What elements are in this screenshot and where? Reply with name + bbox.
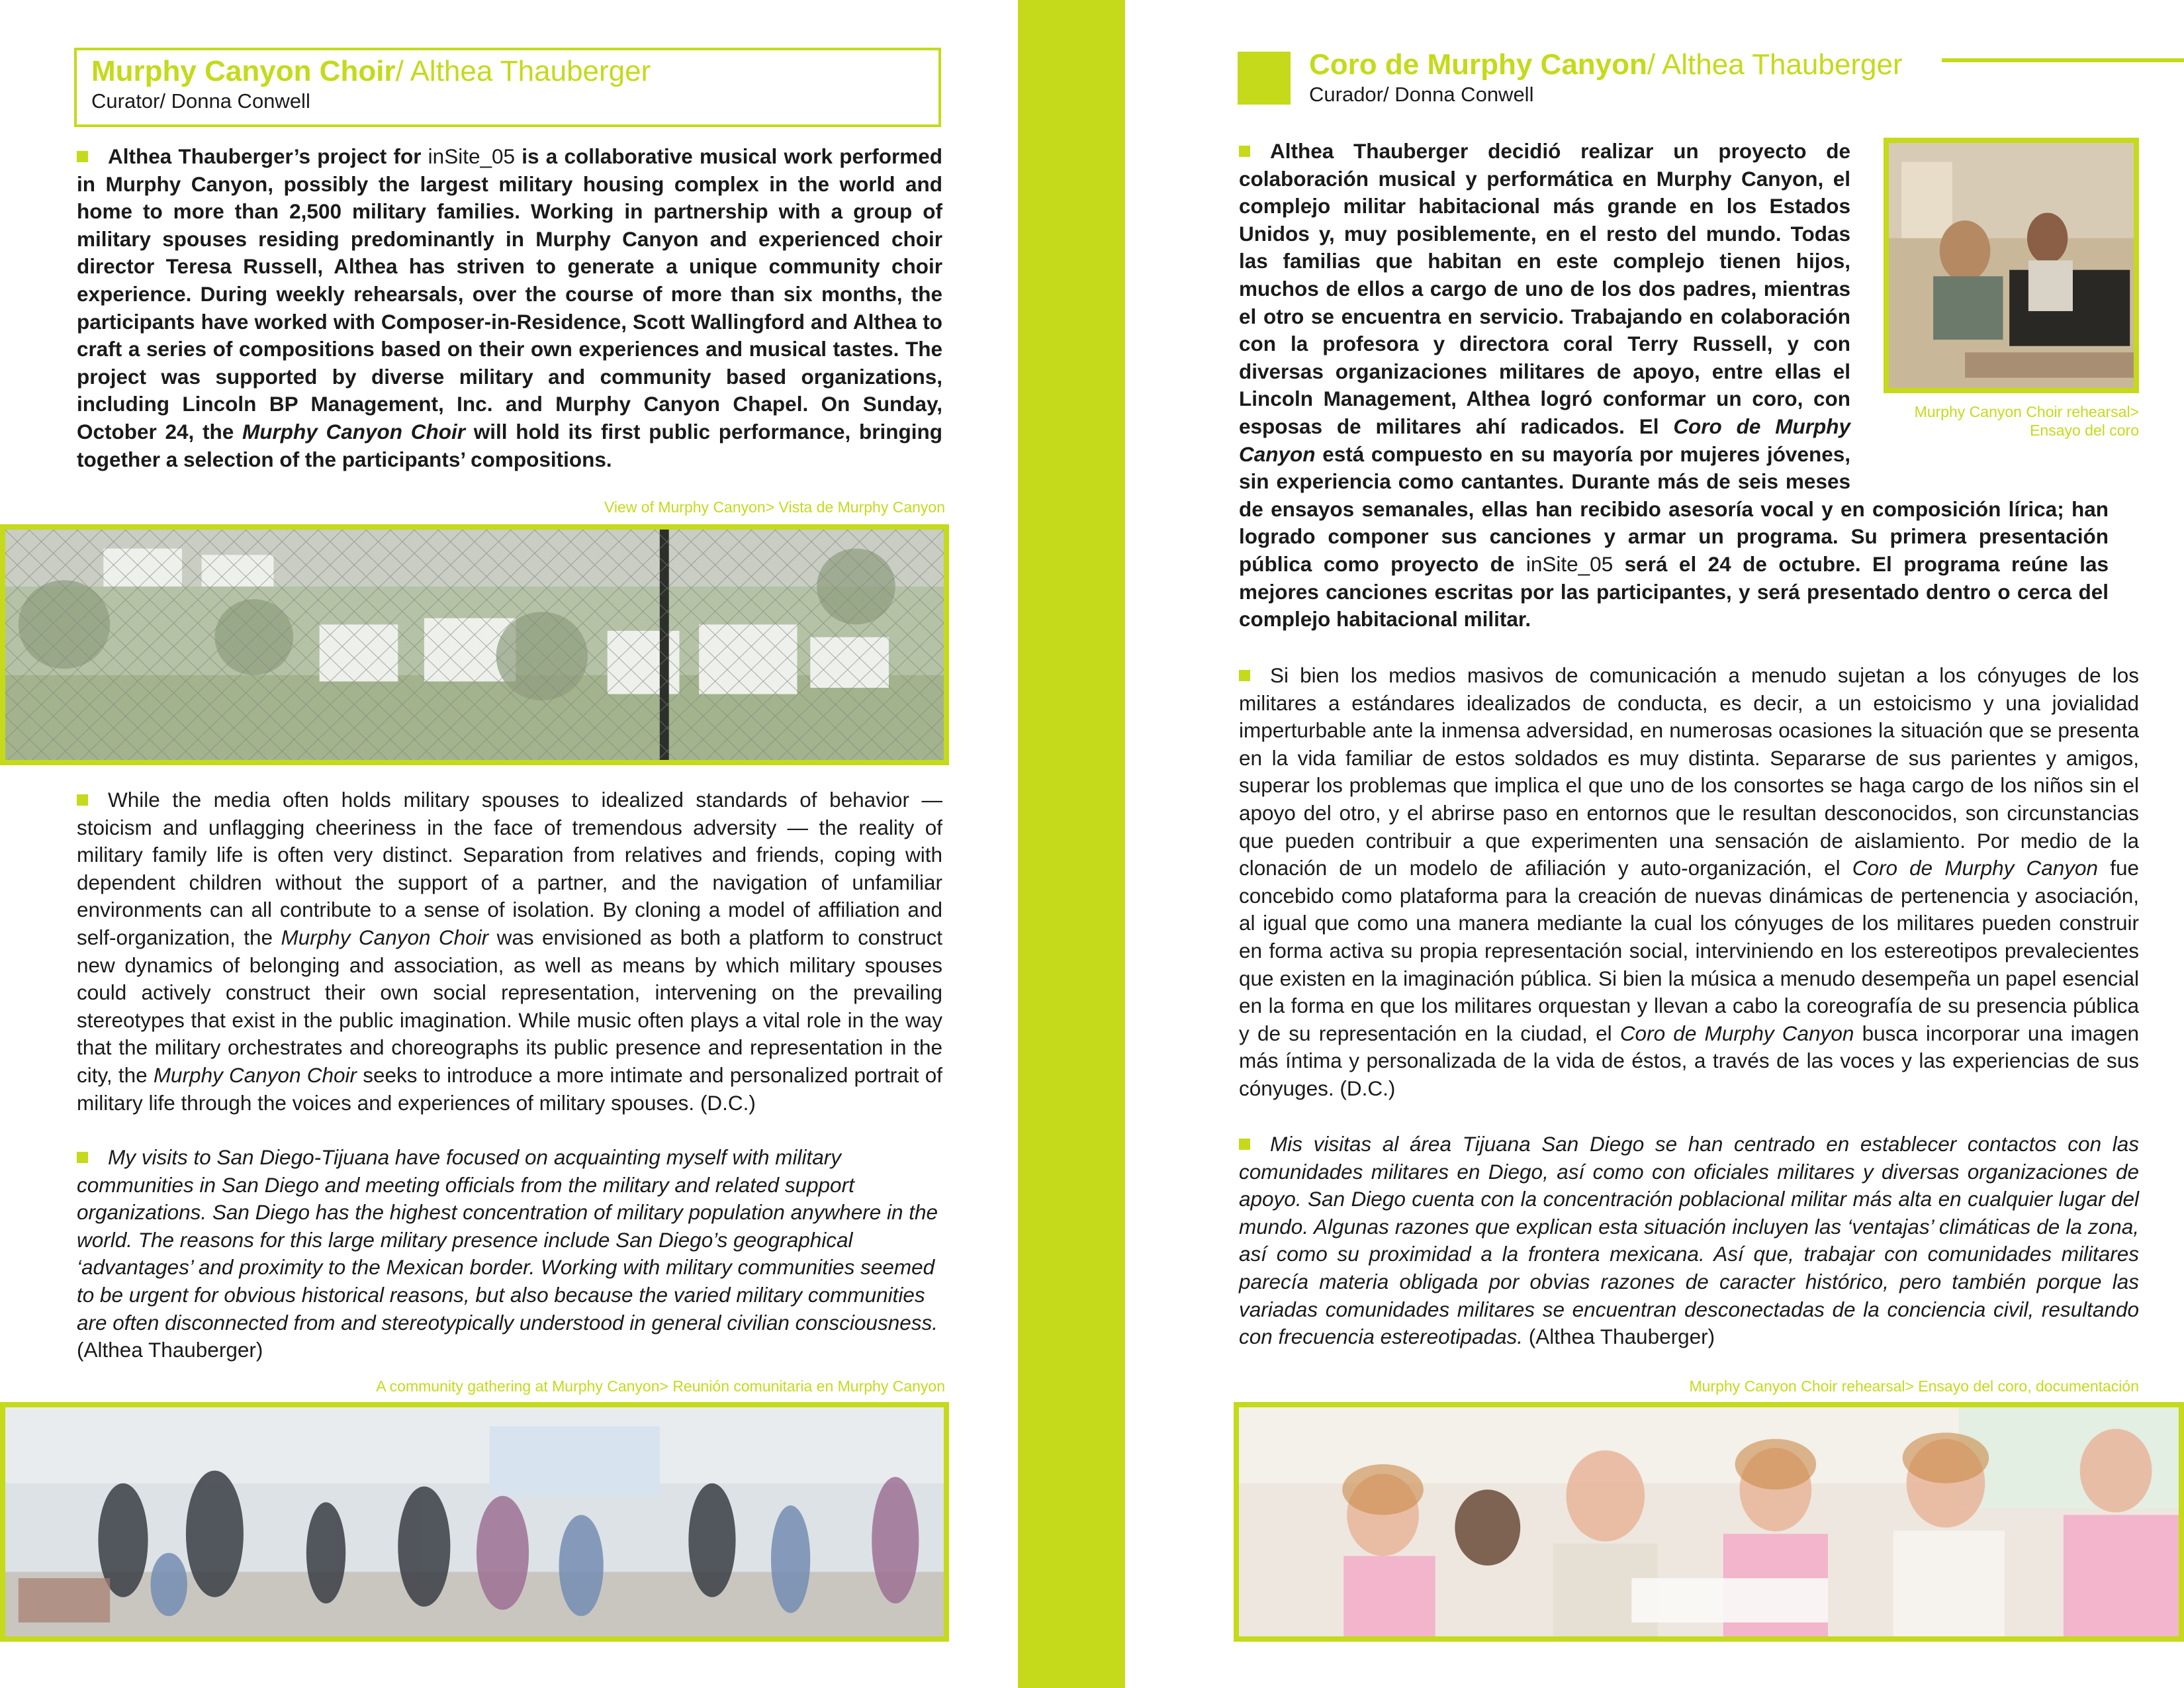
right-subtitle: Curador/ Donna Conwell xyxy=(1309,83,1534,106)
right-title xyxy=(1309,48,1944,82)
left-title-box xyxy=(74,48,941,127)
right-intro-text-3: será el 24 de octubre. El programa reúne las mejores canciones escritas por las participantes, y será presentado dentro o cerca del complejo habitacional militar. xyxy=(1239,551,2109,632)
right-para2-text-1: Si bien los medios masivos de comunicación a menudo sujetan a los cónyuges de los militares a estándares idealizados de conducta, es decir, a un estoicismo y una jovialidad imperturbable ante la inmensa adversidad, en numerosas ocasiones la situación que se presenta en la vida familiar de estos soldados es muy distinta. Separarse de sus parientes y amigos, superar los problemas que implica el que uno de los consortes se haga cargo de los niños sin el apoyo del otro, y el abrirse paso en entornos que le resultan desconocidos, son circunstancias que pueden contribuir a que experimenten una sensación de aislamiento. Por medio de la clonación de un modelo de afiliación y auto-organización, el xyxy=(1239,663,2139,880)
right-quote-italic: Mis visitas al área Tijuana San Diego se han centrado en establecer contactos con las comunidades militares en Diego, así como con oficiales militares y diversas organizaciones de apoyo. San Diego cuenta con la concentración poblacional militar más alta en cualquier lugar del mundo. Algunas razones que explican esta situación incluyen las ‘ventajas’ climáticas de la zona, así como su proximidad a la frontera mexicana. Así que, trabajar con comunidades militares parecía materia obligada por obvias razones de caracter histórico, pero también porque las variadas comunidades militares se encuentran desconectadas de la conciencia civil, resultando con frecuencia estereotipadas. xyxy=(1239,1132,2139,1349)
center-divider-bar xyxy=(1018,0,1125,1688)
right-title-square xyxy=(1238,52,1291,105)
right-intro-text-1: Althea Thauberger decidió realizar un proyecto de colaboración musical y performática en Murphy Canyon, el complejo militar habitacional más grande en los Estados Unidos y, muy posiblemente, en el resto del mundo. Todas las familias que habitan en este complejo tienen hijos, muchos de ellos a cargo de uno de los dos padres, mientras el otro se encuentra en servicio. Trabajando en colaboración con la profesora y directora coral Terry Russell, y con diversas organizaciones militares de apoyo, entre ellas el Lincoln Management, Althea logró conformar un coro, con esposas de militares ahí radicados. El xyxy=(1239,139,1850,438)
left-para2-italic-1: Murphy Canyon Choir xyxy=(281,925,489,949)
left-intro-text-3: will hold its first public performance, bringing together a selection of the participants’ compositions. xyxy=(77,419,943,471)
right-para2-italic-1: Coro de Murphy Canyon xyxy=(1852,856,2099,880)
left-title xyxy=(91,54,938,89)
right-title-rule xyxy=(1942,58,2184,62)
bullet-square-icon xyxy=(77,794,88,806)
right-intro-insite: inSite_05 xyxy=(1525,551,1614,576)
left-title-rest: / Althea Thauberger xyxy=(395,55,651,87)
right-para2-text-3: busca incorporar una imagen más íntima y personalizada de la vida de éstos, a través de las voces y las experiencias de sus cónyuges. (D.C.) xyxy=(1239,1021,2139,1100)
bullet-square-icon xyxy=(1239,146,1250,157)
left-caption-2: A community gathering at Murphy Canyon> Reunión comunitaria en Murphy Canyon xyxy=(376,1378,945,1395)
left-title-bold: Murphy Canyon Choir xyxy=(91,55,396,87)
bullet-square-icon xyxy=(1239,670,1250,681)
right-caption-bottom: Murphy Canyon Choir rehearsal> Ensayo del coro, documentación xyxy=(1689,1378,2139,1395)
left-para2-text-3: seeks to introduce a more intimate and personalized portrait of military life through the voices and experiences of military spouses. (D.C.) xyxy=(77,1062,942,1115)
right-quote-paragraph xyxy=(1239,1131,2139,1351)
photo-choir-rehearsal-documentation xyxy=(1234,1402,2184,1642)
bullet-square-icon xyxy=(77,151,88,162)
right-intro-paragraph xyxy=(1239,138,2109,633)
bullet-square-icon xyxy=(1239,1139,1250,1150)
right-quote-attribution: (Althea Thauberger) xyxy=(1523,1325,1715,1349)
left-para2-text-1: While the media often holds military spouses to idealized standards of behavior — stoicism and unflagging cheeriness in the face of tremendous adversity — the reality of military family life is often very distinct. Separation from relatives and friends, coping with dependent children without the support of a partner, and the navigation of unfamiliar environments can all contribute to a sense of isolation. By cloning a model of affiliation and self-organization, the xyxy=(77,788,942,949)
left-para2-italic-2: Murphy Canyon Choir xyxy=(153,1062,357,1087)
right-title-bold: Coro de Murphy Canyon xyxy=(1309,48,1647,81)
left-intro-italic: Murphy Canyon Choir xyxy=(242,419,466,444)
right-para2-italic-2: Coro de Murphy Canyon xyxy=(1619,1021,1854,1045)
right-title-block xyxy=(1309,48,1944,107)
left-caption-1: View of Murphy Canyon> Vista de Murphy Canyon xyxy=(604,498,945,516)
left-quote-italic: My visits to San Diego-Tijuana have focused on acquainting myself with military communities in San Diego and meeting officials from the military and related support organizations. San Diego has the highest concentration of military population anywhere in the world. The reasons for this large military presence include San Diego’s geographical ‘advantages’ and proximity to the Mexican border. Working with military communities seemed to be urgent for obvious historical reasons, but also because the varied military communities are often disconnected from and stereotypically understood in general civilian consciousness. xyxy=(77,1145,938,1335)
right-title-rest: / Althea Thauberger xyxy=(1647,48,1903,81)
right-photo-caption-line-1: Murphy Canyon Choir rehearsal> xyxy=(1914,403,2139,420)
right-photo-caption-line-2: Ensayo del coro xyxy=(2030,422,2139,439)
float-spacer xyxy=(1850,138,2109,469)
left-intro-paragraph xyxy=(77,143,942,473)
bullet-square-icon xyxy=(77,1152,88,1163)
left-subtitle: Curator/ Donna Conwell xyxy=(91,89,310,113)
left-intro-text-1: Althea Thauberger’s project for xyxy=(108,144,428,168)
left-paragraph-2 xyxy=(77,786,942,1117)
left-quote-paragraph xyxy=(77,1144,942,1364)
right-paragraph-2 xyxy=(1239,662,2139,1103)
left-intro-insite: inSite_05 xyxy=(428,144,516,168)
right-para2-text-2: fue concebido como plataforma para la creación de nuevas dinámicas de pertenencia y asociación, al igual que como una manera mediante la cual los cónyuges de los militares pueden construir en forma activa su propia representación social, interviniendo en los estereotipos prevalecientes que existen en la imaginación pública. Si bien la música a menudo desempeña un papel esencial en la forma en que los militares orquestan y llevan a cabo la coreografía de su presencia pública y de su representación en la ciudad, el xyxy=(1239,856,2139,1045)
right-intro-text-2: está compuesto en su mayoría por mujeres jóvenes, sin experiencia como cantantes. Durante más de seis meses de ensayos semanales, ellas han recibido asesoría vocal y en composición lírica; han logrado componer sus canciones y armar un programa. Su primera presentación pública como proyecto de xyxy=(1239,442,2109,576)
left-intro-text-2: is a collaborative musical work performed in Murphy Canyon, possibly the largest military housing complex in the world and home to more than 2,500 military families. Working in partnership with a group of military spouses residing predominantly in Murphy Canyon and experienced choir director Teresa Russell, Althea has striven to generate a unique community choir experience. During weekly rehearsals, over the course of more than six months, the participants have worked with Composer-in-Residence, Scott Wallingford and Althea to craft a series of compositions based on their own experiences and musical tastes. The project was supported by diverse military and community based organizations, including Lincoln BP Management, Inc. and Murphy Canyon Chapel. On Sunday, October 24, the xyxy=(77,144,942,444)
left-para2-text-2: was envisioned as both a platform to construct new dynamics of belonging and association, as well as means by which military spouses could actively construct their own social representation, intervening on the prevailing stereotypes that exist in the public imagination. While music often plays a vital role in the way that the military orchestrates and choreographs its public presence and representation in the city, the xyxy=(77,925,942,1087)
photo-community-gathering xyxy=(0,1402,949,1642)
right-intro-italic: Coro de Murphy Canyon xyxy=(1239,414,1850,466)
photo-murphy-canyon-view xyxy=(0,524,949,765)
left-quote-attribution: (Althea Thauberger) xyxy=(77,1338,263,1362)
